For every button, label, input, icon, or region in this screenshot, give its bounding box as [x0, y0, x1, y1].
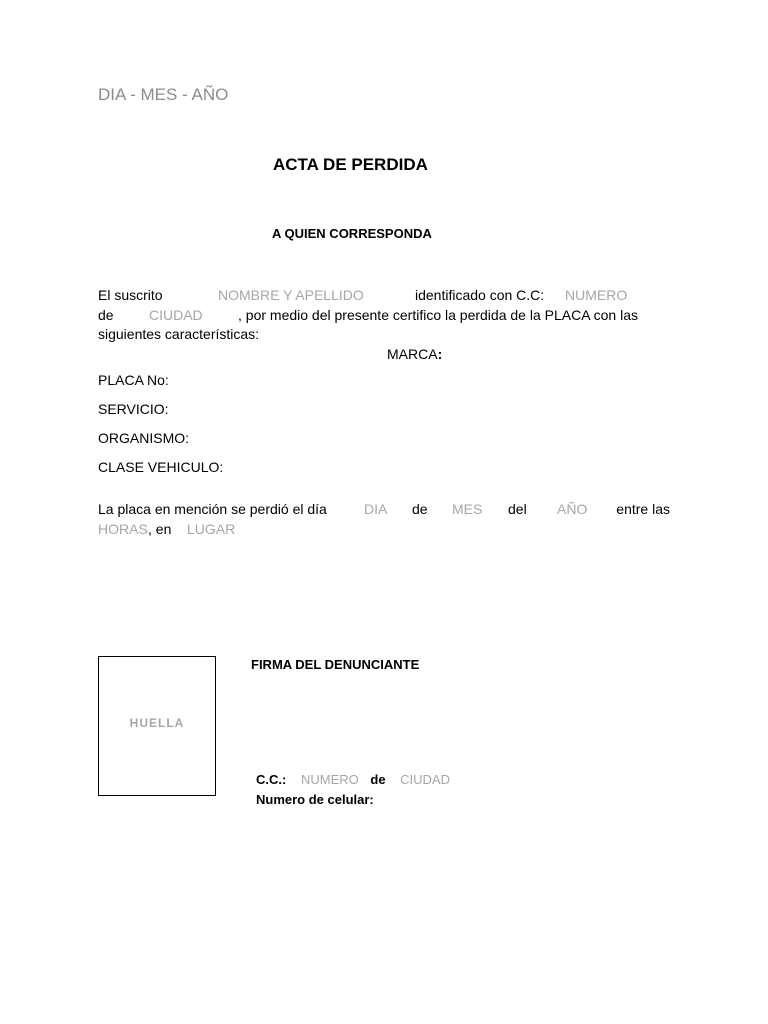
- cc-numero-placeholder: NUMERO: [300, 772, 359, 787]
- del-text: del: [508, 501, 527, 517]
- marca-label: [387, 345, 442, 365]
- identificado-text: identificado con C.C:: [415, 287, 545, 303]
- numero-placeholder: NUMERO: [565, 287, 628, 303]
- suscrito-text: El suscrito: [98, 287, 163, 303]
- date-header: DIA - MES - AÑO: [98, 85, 229, 104]
- marca-colon: :: [437, 345, 443, 362]
- mes-placeholder: MES: [452, 501, 483, 517]
- certifico-text: , por medio del presente certifico la perdida de la PLACA con las: [238, 306, 639, 323]
- name-placeholder: NOMBRE Y APELLIDO: [218, 287, 364, 303]
- cc-label: C.C.:: [256, 772, 287, 787]
- loss-line-2: [98, 520, 670, 540]
- field-placa: PLACA No:: [98, 372, 169, 388]
- de-text: de: [412, 501, 428, 517]
- signature-label: FIRMA DEL DENUNCIANTE: [251, 657, 420, 672]
- ciudad-placeholder: CIUDAD: [149, 306, 203, 323]
- lugar-placeholder: LUGAR: [187, 520, 236, 537]
- field-organismo: ORGANISMO:: [98, 430, 190, 446]
- statement-line-2: [98, 306, 670, 326]
- field-clase-vehiculo: CLASE VEHICULO:: [98, 459, 224, 475]
- celular-label: Numero de celular:: [256, 792, 374, 807]
- statement-line-1: [98, 286, 670, 306]
- fingerprint-label: HUELLA: [129, 716, 185, 730]
- statement-line-3: [98, 325, 670, 345]
- statement-paragraph: [98, 286, 670, 364]
- caracteristicas-text: siguientes características:: [98, 326, 260, 342]
- loss-lead-text: La placa en mención se perdió el día: [98, 501, 327, 517]
- document-title: ACTA DE PERDIDA: [273, 155, 428, 174]
- statement-line-4: [98, 345, 670, 365]
- dia-placeholder: DIA: [364, 501, 388, 517]
- fingerprint-box: [98, 656, 216, 796]
- salutation: A QUIEN CORRESPONDA: [272, 226, 432, 241]
- loss-paragraph: [98, 500, 670, 539]
- signature-id-line: [256, 772, 450, 787]
- marca-text: MARCA: [387, 345, 438, 362]
- horas-placeholder: HORAS: [98, 520, 148, 537]
- en-text: , en: [148, 520, 172, 537]
- anio-placeholder: AÑO: [557, 501, 588, 517]
- de-text: de: [98, 306, 114, 323]
- cc-ciudad-placeholder: CIUDAD: [400, 772, 451, 787]
- field-servicio: SERVICIO:: [98, 401, 169, 417]
- cc-de-text: de: [370, 772, 386, 787]
- entre-text: entre las: [616, 501, 670, 517]
- loss-line-1: [98, 500, 670, 520]
